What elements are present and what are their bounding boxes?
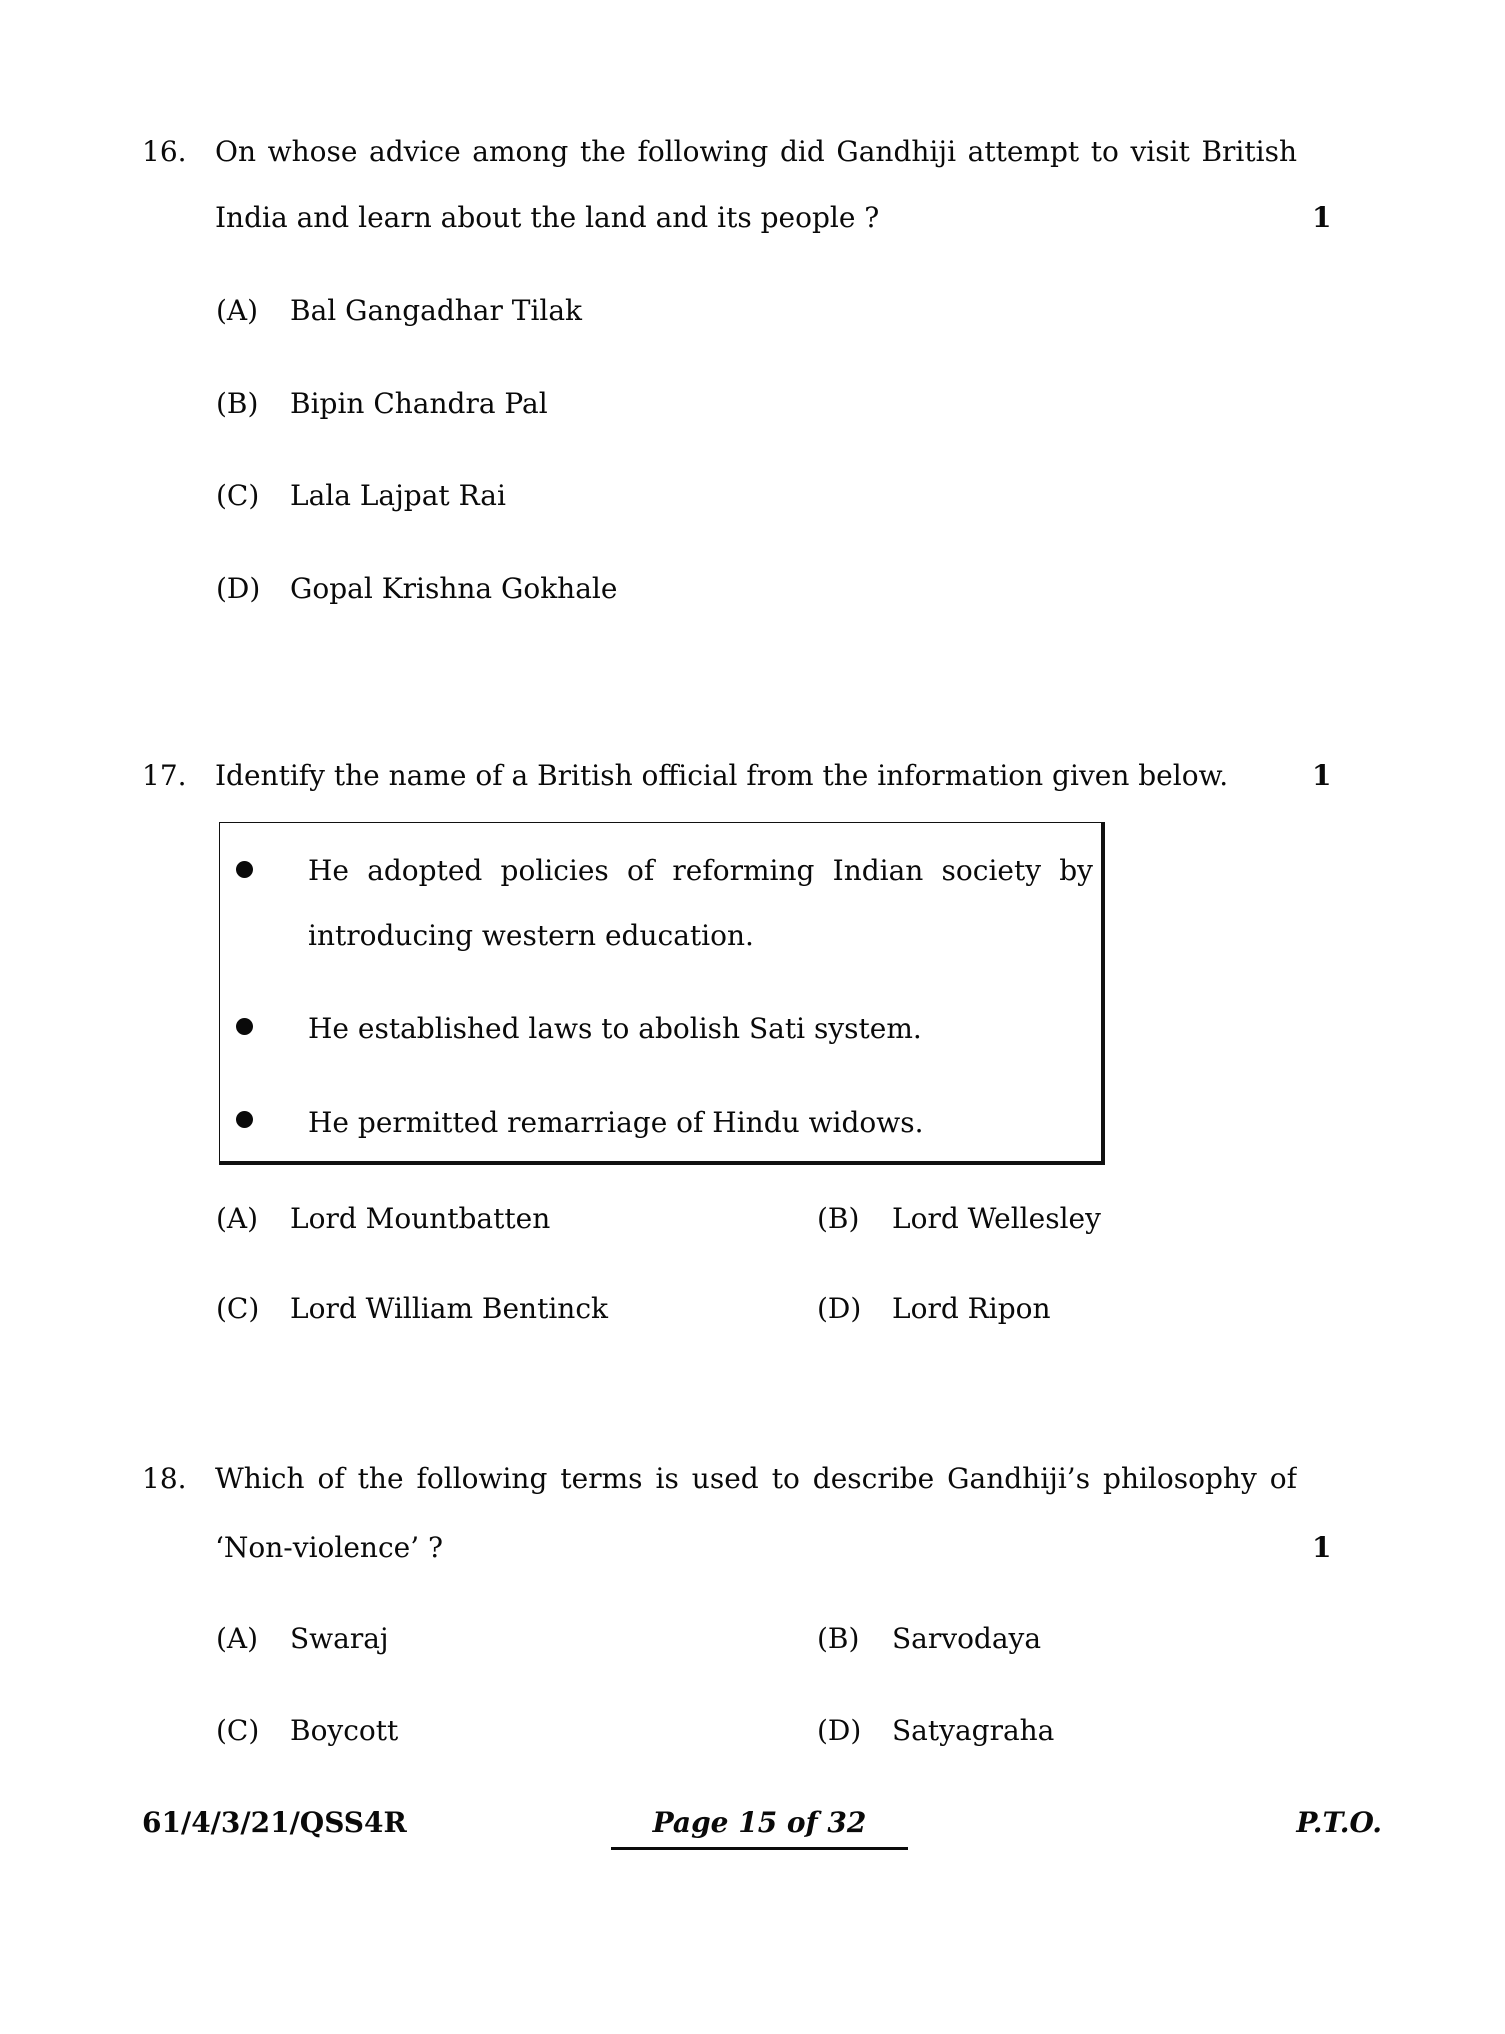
pto-label: P.T.O. (1296, 1806, 1382, 1839)
option-label: (A) (216, 1622, 259, 1655)
question-number: 18. (142, 1462, 187, 1495)
info-line: introducing western education. (308, 919, 754, 952)
option-text: Bipin Chandra Pal (290, 387, 548, 420)
option-label: (B) (817, 1202, 860, 1235)
option-text: Boycott (290, 1714, 399, 1747)
info-line: He established laws to abolish Sati system. (308, 1012, 922, 1045)
page-number-underline (611, 1847, 908, 1850)
option-label: (C) (216, 1292, 260, 1325)
question-text-line: ‘Non-violence’ ? (215, 1531, 444, 1564)
option-text: Gopal Krishna Gokhale (290, 572, 618, 605)
page-number: Page 15 of 32 (652, 1806, 867, 1839)
option-label: (C) (216, 479, 260, 512)
bullet-icon (236, 1111, 253, 1128)
option-text: Lord Mountbatten (290, 1202, 551, 1235)
bullet-icon (236, 1018, 253, 1035)
option-label: (C) (216, 1714, 260, 1747)
option-text: Swaraj (290, 1622, 389, 1655)
option-label: (D) (216, 572, 261, 605)
option-text: Satyagraha (892, 1714, 1055, 1747)
marks-label: 1 (1312, 201, 1332, 234)
question-number: 17. (142, 759, 187, 792)
option-label: (A) (216, 1202, 259, 1235)
question-text-line: On whose advice among the following did Gandhiji attempt to visit British (215, 135, 1297, 168)
option-label: (B) (817, 1622, 860, 1655)
option-text: Lord William Bentinck (290, 1292, 608, 1325)
question-text-line: Identify the name of a British official from the information given below. (215, 759, 1229, 792)
option-label: (D) (817, 1714, 862, 1747)
info-line: He adopted policies of reforming Indian society by (308, 854, 1093, 887)
option-text: Lord Wellesley (892, 1202, 1101, 1235)
option-text: Lala Lajpat Rai (290, 479, 506, 512)
option-label: (B) (216, 387, 259, 420)
question-text-line: India and learn about the land and its people ? (215, 201, 880, 234)
question-text-line: Which of the following terms is used to describe Gandhiji’s philosophy of (215, 1462, 1297, 1495)
question-number: 16. (142, 135, 187, 168)
option-text: Lord Ripon (892, 1292, 1051, 1325)
bullet-icon (236, 861, 253, 878)
paper-code: 61/4/3/21/QSS4R (142, 1806, 407, 1839)
info-line: He permitted remarriage of Hindu widows. (308, 1106, 924, 1139)
marks-label: 1 (1312, 1531, 1332, 1564)
option-text: Sarvodaya (892, 1622, 1042, 1655)
option-label: (D) (817, 1292, 862, 1325)
option-label: (A) (216, 294, 259, 327)
option-text: Bal Gangadhar Tilak (290, 294, 583, 327)
marks-label: 1 (1312, 759, 1332, 792)
